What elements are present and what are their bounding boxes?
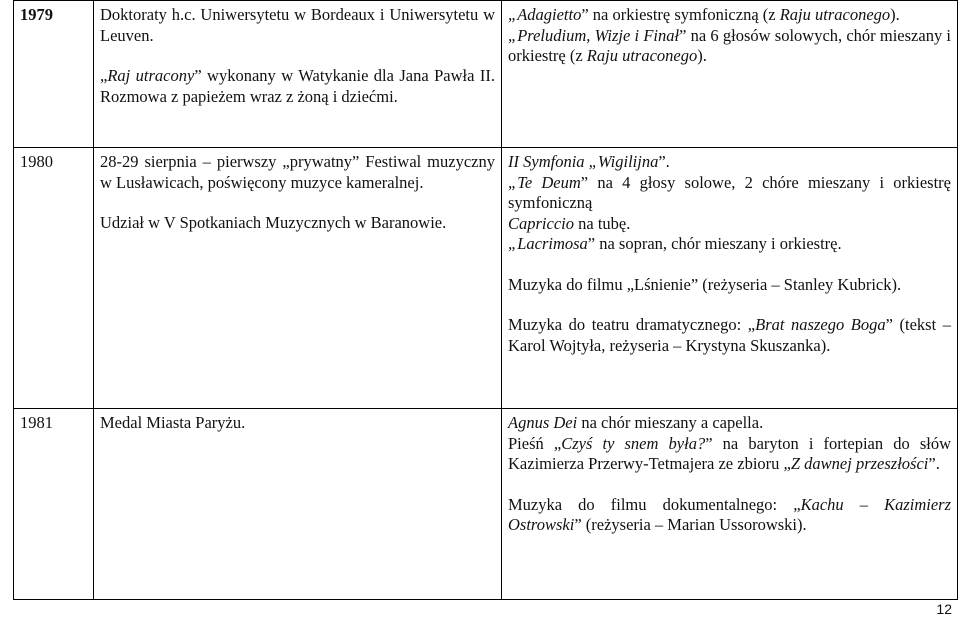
work-entry: Agnus Dei na chór mieszany a capella. bbox=[508, 413, 764, 432]
work-entry: Capriccio na tubę. bbox=[508, 213, 631, 233]
event-text: Udział w V Spotkaniach Muzycznych w Baranowie. bbox=[100, 213, 447, 232]
work-entry: Pieśń „Czyś ty snem była?” na baryton i fortepian do słów Kazimierza Przerwy-Tetmajera ze zbioru „Z dawnej przeszłości”. bbox=[508, 433, 951, 473]
event-text: 28-29 sierpnia – pierwszy „prywatny” Festiwal muzyczny w Lusławicach, poświęcony muzyce kameralnej. bbox=[100, 152, 495, 192]
work-entry: „Lacrimosa” na sopran, chór mieszany i orkiestrę. bbox=[508, 234, 842, 253]
year-cell: 1980 bbox=[14, 148, 94, 409]
event-text: Doktoraty h.c. Uniwersytetu w Bordeaux i Uniwersytetu w Leuven. bbox=[100, 5, 495, 45]
work-entry: „Preludium, Wizje i Finał” na 6 głosów solowych, chór mieszany i orkiestrę (z Raju utraconego). bbox=[508, 25, 952, 65]
year-cell: 1981 bbox=[14, 409, 94, 600]
events-cell bbox=[94, 1, 502, 148]
table-row bbox=[14, 409, 958, 600]
work-entry: Muzyka do filmu „Lśnienie” (reżyseria – Stanley Kubrick). bbox=[508, 274, 902, 294]
works-cell bbox=[502, 1, 958, 148]
work-entry: „Te Deum” na 4 głosy solowe, 2 chóre mieszany i orkiestrę symfoniczną bbox=[508, 172, 951, 212]
chronology-table bbox=[13, 0, 958, 600]
page-number: 12 bbox=[936, 600, 952, 617]
work-entry: „Adagietto” na orkiestrę symfoniczną (z Raju utraconego). bbox=[508, 5, 900, 24]
table-row bbox=[14, 148, 958, 409]
events-cell bbox=[94, 409, 502, 600]
works-cell bbox=[502, 409, 958, 600]
work-entry: Muzyka do filmu dokumentalnego: „Kachu – Kazimierz Ostrowski” (reżyseria – Marian Ussorowski). bbox=[508, 494, 951, 534]
work-entry: II Symfonia „Wigilijna”. bbox=[508, 152, 670, 171]
event-text: Medal Miasta Paryżu. bbox=[100, 413, 246, 432]
event-text: „Raj utracony” wykonany w Watykanie dla Jana Pawła II. Rozmowa z papieżem wraz z żoną i dziećmi. bbox=[100, 66, 495, 106]
events-cell bbox=[94, 148, 502, 409]
works-cell bbox=[502, 148, 958, 409]
year-cell: 1979 bbox=[14, 1, 94, 148]
work-entry: Muzyka do teatru dramatycznego: „Brat naszego Boga” (tekst – Karol Wojtyła, reżyseria – Krystyna Skuszanka). bbox=[508, 315, 951, 355]
table-row bbox=[14, 1, 958, 148]
